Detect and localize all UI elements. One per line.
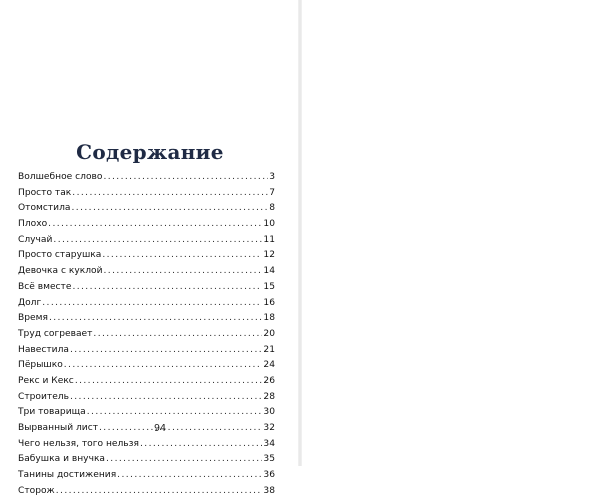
toc-entry-page: 36: [263, 470, 275, 481]
toc-entry: [18, 327, 275, 343]
toc-entry: [18, 217, 275, 233]
toc-entry-page: 24: [263, 360, 275, 371]
toc-entry-title: Просто так: [18, 187, 72, 198]
toc-leader-dots: [140, 437, 262, 453]
toc-entry-title: Пёрышко: [18, 360, 63, 371]
toc-entry-page: 12: [263, 250, 275, 261]
toc-leader-dots: [70, 390, 262, 406]
toc-entry-page: 30: [263, 407, 275, 418]
toc-leader-dots: [70, 343, 262, 359]
toc-leader-dots: [48, 217, 262, 233]
toc-entry-page: 20: [263, 328, 275, 339]
toc-entry-title: Рекс и Кекс: [18, 375, 74, 386]
toc-entry: [18, 186, 275, 202]
toc-entry-page: 21: [263, 344, 275, 355]
toc-leader-dots: [93, 327, 262, 343]
toc-leader-dots: [53, 233, 262, 249]
toc-entry: [18, 311, 275, 327]
toc-entry-page: 34: [263, 438, 275, 449]
toc-entry: [18, 170, 275, 186]
toc-entry-page: 35: [263, 454, 275, 465]
toc-entry-page: 15: [263, 281, 275, 292]
toc-entry-title: Труд согревает: [18, 328, 93, 339]
toc-entry: [18, 280, 275, 296]
toc-entry-title: Навестила: [18, 344, 69, 355]
toc-entry-title: Просто старушка: [18, 250, 102, 261]
table-of-contents-title: Содержание: [76, 140, 224, 164]
toc-entry: [18, 437, 275, 453]
toc-list-left: [18, 170, 275, 499]
toc-entry-title: Плохо: [18, 219, 48, 230]
toc-entry-page: 14: [263, 266, 275, 277]
toc-entry: [18, 358, 275, 374]
toc-entry-page: 38: [263, 485, 275, 496]
toc-entry-title: Сторож: [18, 485, 55, 496]
toc-entry-title: Чего нельзя, того нельзя: [18, 438, 139, 449]
page-number: 94: [153, 423, 167, 434]
toc-entry: [18, 374, 275, 390]
toc-entry-title: Всё вместе: [18, 281, 72, 292]
toc-entry-title: Вырванный лист: [18, 423, 99, 433]
toc-leader-dots: [56, 484, 263, 499]
toc-leader-dots: [104, 264, 263, 280]
toc-entry-page: 7: [269, 187, 275, 198]
toc-entry-page: 8: [269, 203, 275, 214]
toc-leader-dots: [71, 201, 268, 217]
toc-entry-title: Три товарища: [18, 407, 86, 418]
toc-entry-title: Танины достижения: [18, 470, 117, 481]
toc-entry: [18, 421, 275, 437]
toc-leader-dots: [72, 280, 262, 296]
toc-entry-title: Волшебное слово: [18, 172, 103, 182]
toc-entry: [18, 248, 275, 264]
toc-leader-dots: [75, 374, 263, 390]
toc-leader-dots: [117, 468, 262, 484]
toc-entry-page: 32: [263, 423, 275, 433]
toc-entry: [18, 233, 275, 249]
toc-entry: [18, 343, 275, 359]
toc-entry-page: 11: [263, 234, 275, 245]
toc-leader-dots: [102, 248, 262, 264]
right-page: [300, 0, 600, 466]
toc-leader-dots: [99, 421, 262, 437]
toc-entry-page: 3: [269, 172, 275, 182]
toc-leader-dots: [72, 186, 268, 202]
toc-entry-title: Долг: [18, 297, 42, 308]
toc-entry-title: Отомстила: [18, 203, 71, 214]
toc-leader-dots: [42, 296, 262, 312]
toc-entry-title: Случай: [18, 234, 53, 245]
toc-entry: [18, 390, 275, 406]
toc-leader-dots: [87, 405, 263, 421]
toc-entry: [18, 264, 275, 280]
toc-leader-dots: [49, 311, 262, 327]
toc-entry: [18, 484, 275, 499]
toc-entry: [18, 405, 275, 421]
left-page: [0, 0, 300, 496]
toc-entry-page: 18: [263, 313, 275, 324]
toc-entry-title: Строитель: [18, 391, 69, 402]
toc-entry: [18, 296, 275, 312]
toc-entry-title: Девочка с куклой: [18, 266, 103, 277]
toc-entry: [18, 468, 275, 484]
toc-entry-page: 10: [263, 219, 275, 230]
toc-entry-title: Время: [18, 313, 48, 324]
toc-entry-page: 26: [263, 375, 275, 386]
toc-entry-title: Бабушка и внучка: [18, 454, 106, 465]
toc-leader-dots: [64, 358, 263, 374]
toc-entry: [18, 201, 275, 217]
toc-entry-page: 16: [263, 297, 275, 308]
toc-leader-dots: [103, 170, 268, 186]
toc-entry-page: 28: [263, 391, 275, 402]
